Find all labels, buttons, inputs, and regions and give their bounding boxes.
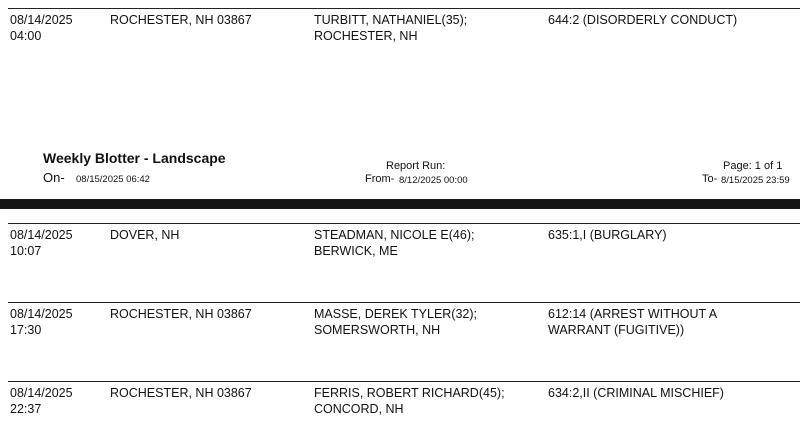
- record-residence: ROCHESTER, NH: [314, 29, 418, 43]
- run-on-label: On-: [43, 170, 65, 185]
- to-value: 8/15/2025 23:59: [721, 175, 790, 186]
- record-location: ROCHESTER, NH 03867: [110, 13, 252, 27]
- record-residence: SOMERSWORTH, NH: [314, 323, 441, 337]
- from-label: From-: [365, 173, 395, 185]
- record-residence: CONCORD, NH: [314, 402, 404, 416]
- record-date: 08/14/2025: [10, 228, 73, 242]
- page-indicator: Page: 1 of 1: [723, 160, 783, 172]
- record-name: TURBITT, NATHANIEL(35);: [314, 13, 468, 27]
- record-location: ROCHESTER, NH 03867: [110, 386, 252, 400]
- record-offense: 612:14 (ARREST WITHOUT A: [548, 307, 718, 321]
- header-separator-band: [0, 199, 800, 209]
- record-time: 04:00: [10, 29, 42, 43]
- record-date: 08/14/2025: [10, 307, 73, 321]
- record-location: ROCHESTER, NH 03867: [110, 307, 252, 321]
- to-label: To-: [702, 173, 718, 185]
- record-name: STEADMAN, NICOLE E(46);: [314, 228, 475, 242]
- record-time: 10:07: [10, 244, 42, 258]
- record-residence: BERWICK, ME: [314, 244, 398, 258]
- record-divider: [8, 381, 800, 382]
- record-time: 22:37: [10, 402, 42, 416]
- record-date: 08/14/2025: [10, 386, 73, 400]
- record-divider: [8, 8, 800, 9]
- record-name: FERRIS, ROBERT RICHARD(45);: [314, 386, 505, 400]
- record-offense: 634:2,II (CRIMINAL MISCHIEF): [548, 386, 724, 400]
- record-offense-continued: WARRANT (FUGITIVE)): [548, 323, 685, 337]
- record-time: 17:30: [10, 323, 42, 337]
- from-value: 8/12/2025 00:00: [399, 175, 468, 186]
- record-offense: 644:2 (DISORDERLY CONDUCT): [548, 13, 738, 27]
- record-divider: [8, 223, 800, 224]
- report-title: Weekly Blotter - Landscape: [43, 150, 226, 166]
- record-date: 08/14/2025: [10, 13, 73, 27]
- record-name: MASSE, DEREK TYLER(32);: [314, 307, 478, 321]
- report-run-label: Report Run:: [386, 160, 446, 172]
- record-location: DOVER, NH: [110, 228, 180, 242]
- record-divider: [8, 302, 800, 303]
- run-on-value: 08/15/2025 06:42: [76, 174, 150, 185]
- record-offense: 635:1,I (BURGLARY): [548, 228, 667, 242]
